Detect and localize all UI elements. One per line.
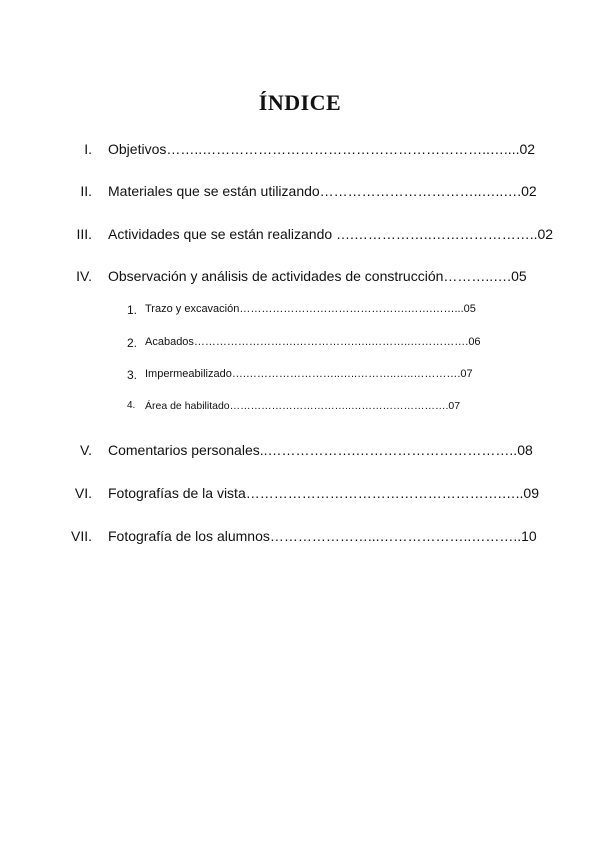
index-title: ÍNDICE <box>258 90 342 115</box>
toc-item-number: V. <box>80 442 92 458</box>
toc-item-text: Fotografía de los alumnos…………………...………………..………..10 <box>108 528 537 544</box>
toc-item-number: VII. <box>70 528 92 544</box>
toc-item-text: Fotografías de la vista……………………………………………….…..09 <box>108 485 539 501</box>
toc-subitem-text: Área de habilitado……………………………..……………………….07 <box>145 400 461 412</box>
toc-item-number: I. <box>84 141 92 157</box>
toc-subitem-number: 2. <box>127 336 138 350</box>
toc-subitem-number: 3. <box>127 368 138 382</box>
toc-item-text: Objetivos……..……………………………………………………..…....02 <box>108 141 536 157</box>
toc-subitem-text: Acabados……………………….…………….…..………..…………….06 <box>145 336 481 348</box>
toc-item-text: Actividades que se están realizando ….……………..…………………..02 <box>108 226 554 242</box>
toc-item-text: Comentarios personales..……………….……………………………..08 <box>108 442 533 458</box>
toc-subitem-number: 4. <box>127 400 136 411</box>
toc-item-number: VI. <box>74 485 92 501</box>
toc-subitem-text: Trazo y excavación……………………………………….…….……...05 <box>145 303 476 315</box>
toc-subitem-number: 1. <box>127 303 138 317</box>
toc-item-text: Observación y análisis de actividades de construcción………..….05 <box>108 268 527 284</box>
toc-item-number: II. <box>80 183 92 199</box>
toc-item-text: Materiales que se están utilizando……………………………..…..….02 <box>108 183 537 199</box>
toc-subitem-text: Impermeabilizado….……………………..…..………..…..………….07 <box>145 368 473 380</box>
toc-item-number: III. <box>76 226 92 242</box>
toc-item-number: IV. <box>76 268 92 284</box>
